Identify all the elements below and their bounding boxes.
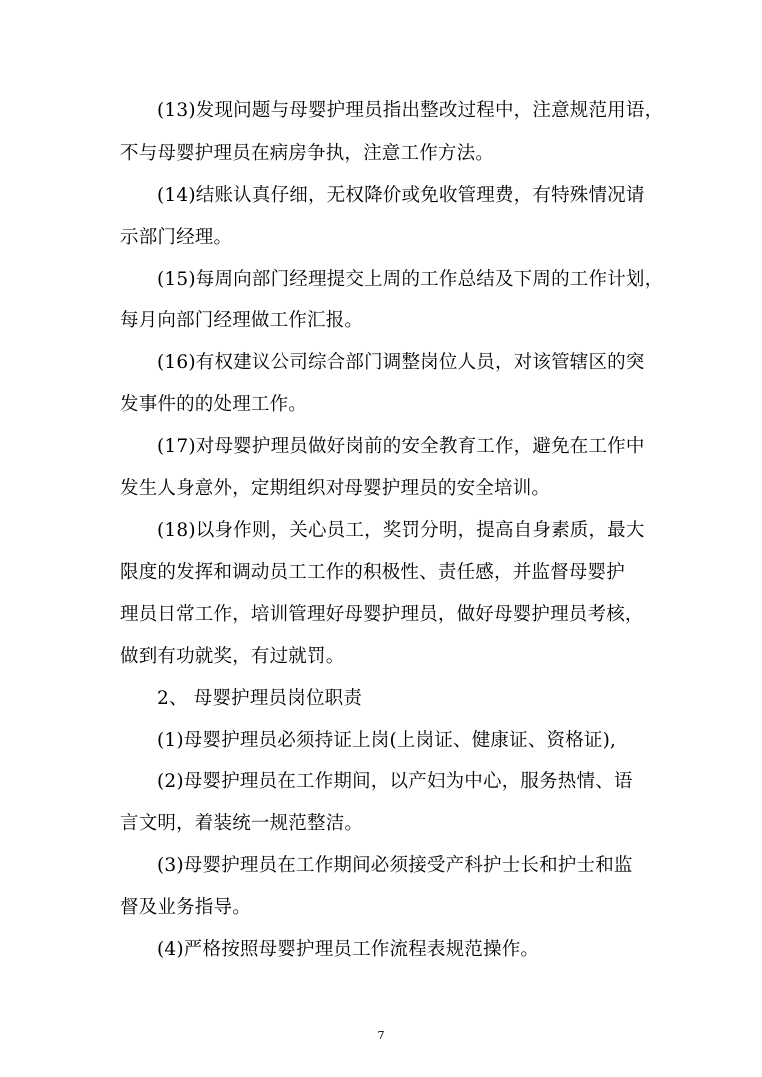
- item-2-line-1: (2)母婴护理员在工作期间，以产妇为中心，服务热情、语: [157, 771, 633, 792]
- paragraph-18-line-2: 限度的发挥和调动员工工作的积极性、责任感，并监督母婴护: [120, 562, 625, 583]
- page-number: 7: [377, 1029, 385, 1042]
- paragraph-14-line-1: (14)结账认真仔细，无权降价或免收管理费，有特殊情况请: [157, 185, 645, 206]
- paragraph-17-line-2: 发生人身意外，定期组织对母婴护理员的安全培训。: [120, 478, 551, 499]
- paragraph-16-line-1: (16)有权建议公司综合部门调整岗位人员，对该管辖区的突: [157, 352, 645, 373]
- paragraph-17-line-1: (17)对母婴护理员做好岗前的安全教育工作，避免在工作中: [157, 436, 645, 457]
- paragraph-16-line-2: 发事件的的处理工作。: [120, 394, 308, 415]
- item-3-line-1: (3)母婴护理员在工作期间必须接受产科护士长和护士和监: [157, 855, 633, 876]
- paragraph-18-line-4: 做到有功就奖，有过就罚。: [120, 646, 345, 667]
- paragraph-15-line-1: (15)每周向部门经理提交上周的工作总结及下周的工作计划，: [157, 269, 664, 290]
- paragraph-13-line-2: 不与母婴护理员在病房争执，注意工作方法。: [120, 143, 495, 164]
- item-3-line-2: 督及业务指导。: [120, 897, 251, 918]
- item-1-line-1: (1)母婴护理员必须持证上岗(上岗证、健康证、资格证),: [157, 730, 617, 751]
- item-4-line-1: (4)严格按照母婴护理员工作流程表规范操作。: [157, 939, 540, 960]
- item-2-line-2: 言文明，着装统一规范整洁。: [120, 813, 364, 834]
- paragraph-13-line-1: (13)发现问题与母婴护理员指出整改过程中，注意规范用语，: [157, 100, 664, 121]
- section-heading: 2、 母婴护理员岗位职责: [157, 688, 363, 709]
- paragraph-14-line-2: 示部门经理。: [120, 227, 233, 248]
- paragraph-18-line-3: 理员日常工作，培训管理好母婴护理员，做好母婴护理员考核，: [120, 604, 644, 625]
- paragraph-18-line-1: (18)以身作则，关心员工，奖罚分明，提高自身素质，最大: [157, 520, 645, 541]
- paragraph-15-line-2: 每月向部门经理做工作汇报。: [120, 310, 364, 331]
